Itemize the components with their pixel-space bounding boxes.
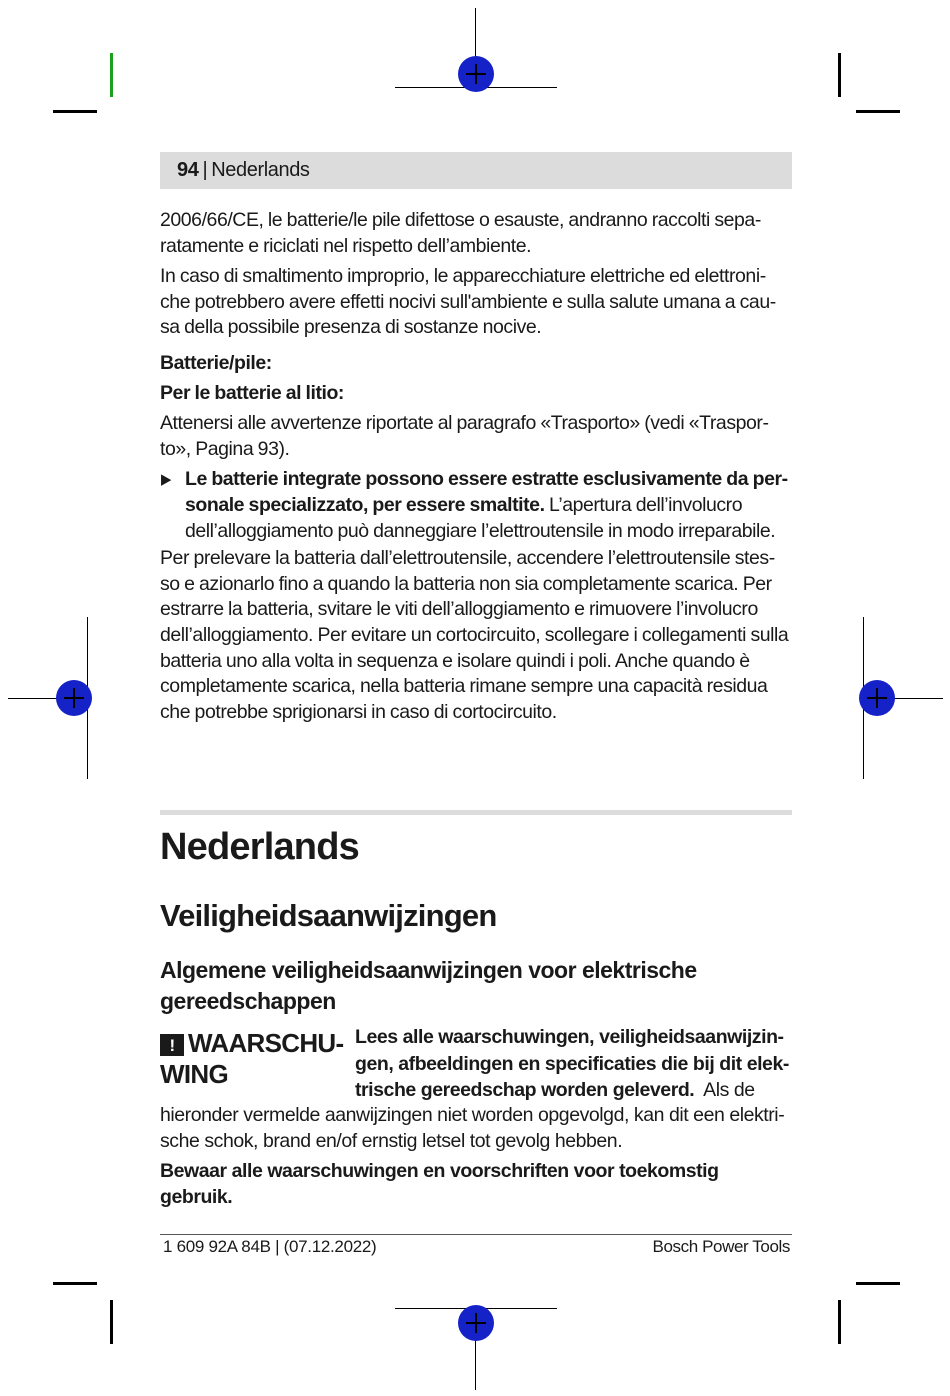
warning-label-line1: WAARSCHU-	[188, 1028, 344, 1058]
warning-triangle-icon: !	[160, 1034, 184, 1056]
crop-mark-top-right-vertical	[838, 53, 841, 97]
crop-mark-bottom-left-horizontal	[53, 1282, 97, 1285]
paragraph: Attenersi alle avvertenze riportate al paragrafo «Trasporto» (vedi «Traspor-to», Pagina 93).	[160, 412, 769, 460]
warning-continuation	[160, 1103, 792, 1210]
paragraph: In caso di smaltimento improprio, le apparecchiature elettriche ed elettroni-che potrebbero avere effetti nocivi sull'ambiente e sulla salute umana a cau-sa della possibile presenza di sostanze nocive.	[160, 265, 776, 339]
paragraph: Per prelevare la batteria dall’elettroutensile, accendere l’elettroutensile stes-so e azionarlo fino a quando la batteria non sia completamente scarica. Per estrarre la batteria, svitare le viti dell’alloggiamento e rimuovere l’involucro dell’alloggiamento. Per evitare un cortocircuito, scollegare i collegamenti sulla batteria uno alla volta in sequenza e isolare quindi i poli. Anche quando è completamente scarica, nella batteria rimane sempre una capacità residua che potrebbe sprigionarsi in caso di cortocircuito.	[160, 547, 789, 723]
footer-brand: Bosch Power Tools	[652, 1237, 790, 1256]
footer-divider	[160, 1234, 792, 1235]
crop-mark-top-right-horizontal	[856, 110, 900, 113]
section-subtitle: Veiligheidsaanwijzingen	[160, 898, 497, 933]
bullet-arrow-icon: ▶	[161, 471, 171, 489]
bullet-normal-text: L’apertura dell’involucro dell’alloggiamento può danneggiare l’elettroutensile in modo irreparabile.	[185, 493, 776, 542]
page-header	[160, 152, 792, 189]
footer-doc-code: 1 609 92A 84B | (07.12.2022)	[163, 1237, 377, 1256]
crop-mark-bottom-right-horizontal	[856, 1282, 900, 1285]
page-number: 94	[177, 159, 199, 181]
crop-mark-top-left-horizontal	[53, 110, 97, 113]
paragraph: 2006/66/CE, le batterie/le pile difettose o esauste, andranno raccolti sepa-ratamente e riciclati nel rispetto dell’ambiente.	[160, 209, 761, 257]
crop-mark-bottom-left-vertical	[110, 1300, 113, 1344]
warning-text	[355, 1024, 795, 1104]
header-separator: |	[202, 159, 208, 181]
warning-label	[160, 1028, 345, 1090]
warning-label-line2: WING	[160, 1059, 228, 1089]
warning-bold-text: Lees alle waarschuwingen, veiligheidsaanwijzin-gen, afbeeldingen en specificaties die bij dit elek-trische gereedschap worden geleverd.	[355, 1026, 789, 1101]
registration-target-icon	[56, 680, 92, 716]
section-title: Nederlands	[160, 826, 359, 868]
registration-target-icon	[859, 680, 895, 716]
italian-disposal-text	[160, 208, 792, 725]
paragraph: hieronder vermelde aanwijzingen niet worden opgevolgd, kan dit een elektri-sche schok, brand en/of ernstig letsel tot gevolg hebben.	[160, 1104, 785, 1152]
bullet-bold-text: Le batterie integrate possono essere estratte esclusivamente da per-sonale specializzato, per essere smaltite.	[185, 468, 788, 516]
section-subheading: Algemene veiligheidsaanwijzingen voor elektrische gereedschappen	[160, 957, 697, 1014]
crop-mark-top-left-vertical	[110, 53, 113, 97]
header-section-name: Nederlands	[211, 159, 310, 181]
heading-batteries: Batterie/pile:	[160, 351, 272, 374]
crop-mark-bottom-right-vertical	[838, 1300, 841, 1344]
bullet-item	[160, 467, 792, 544]
heading-lithium: Per le batterie al litio:	[160, 381, 344, 404]
warning-normal-start: Als de	[703, 1079, 755, 1101]
registration-target-icon	[458, 56, 494, 92]
keep-instructions: Bewaar alle waarschuwingen en voorschriften voor toekomstig gebruik.	[160, 1160, 719, 1208]
registration-target-icon	[458, 1305, 494, 1341]
section-divider	[160, 810, 792, 815]
